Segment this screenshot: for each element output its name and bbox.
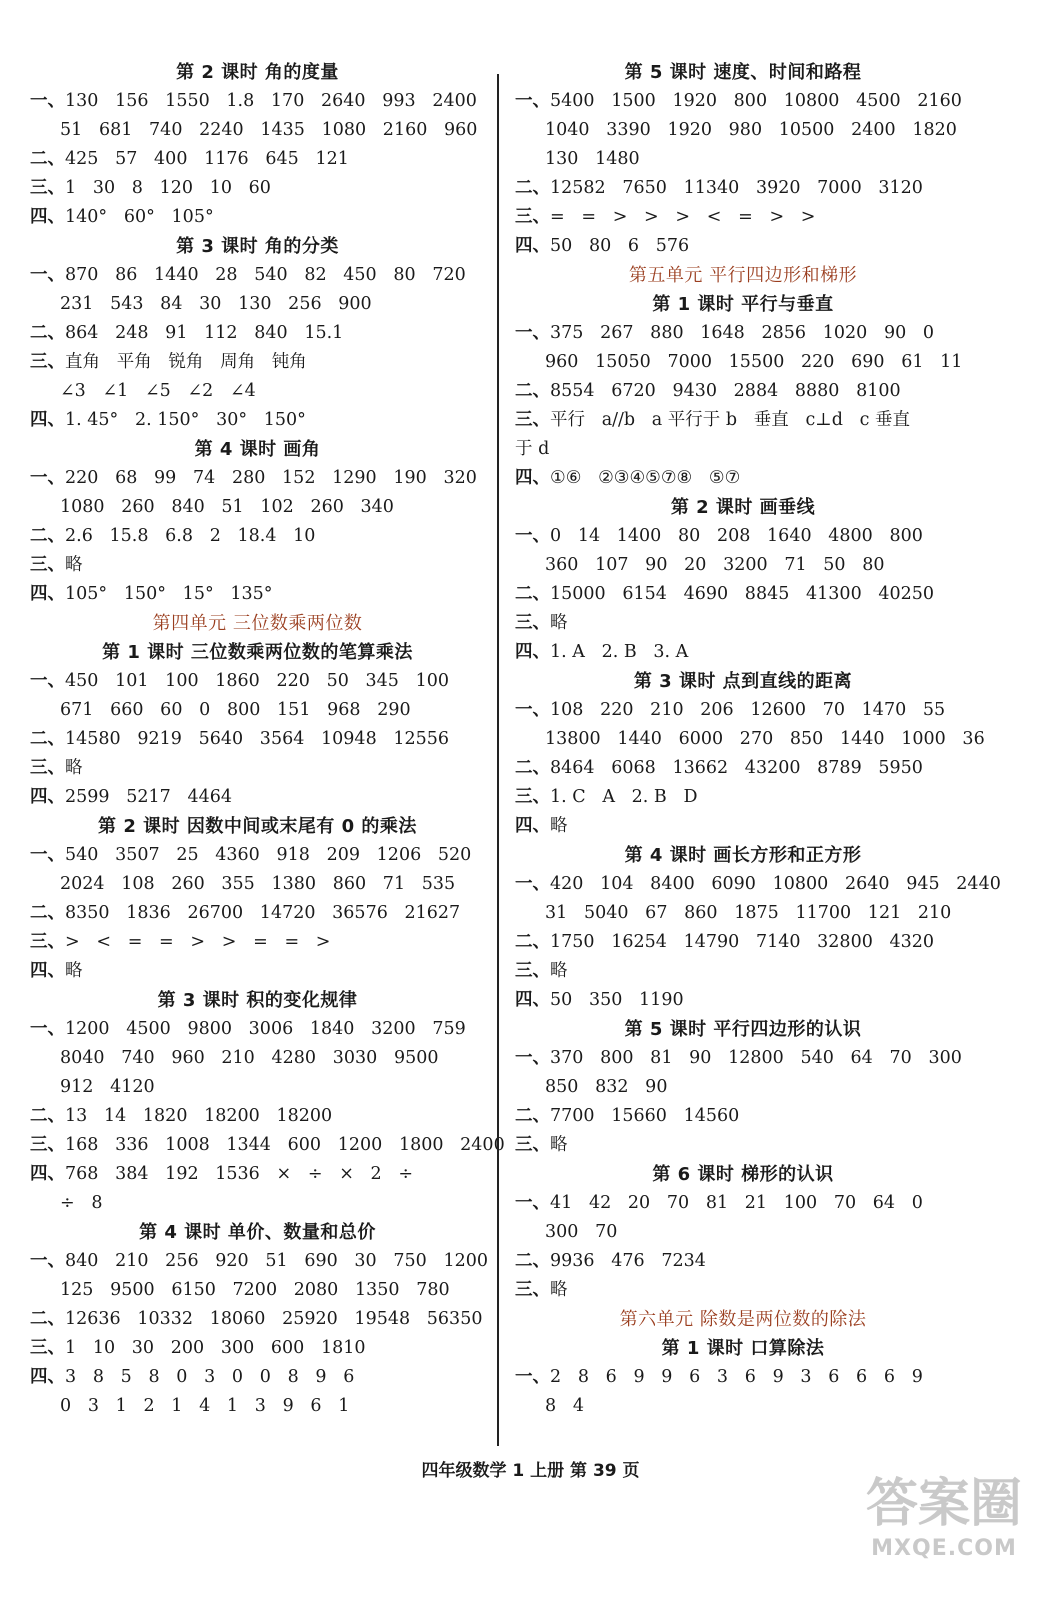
answer-line xyxy=(30,377,485,406)
answer-line xyxy=(515,696,971,725)
answer-text: ÷ 8 xyxy=(60,1193,103,1213)
question-number: 二、 xyxy=(30,149,65,169)
answer-text: 300 70 xyxy=(545,1222,618,1242)
question-number: 二、 xyxy=(515,178,550,198)
answer-line xyxy=(515,1102,971,1131)
answer-text: 12582 7650 11340 3920 7000 3120 xyxy=(550,178,923,198)
answer-line xyxy=(30,290,485,319)
answer-text: ∠3 ∠1 ∠5 ∠2 ∠4 xyxy=(60,381,256,401)
answer-text: 130 156 1550 1.8 170 2640 993 2400 xyxy=(65,91,477,111)
lesson-heading: 第 5 课时 平行四边形的认识 xyxy=(624,1019,862,1040)
answer-line xyxy=(30,1247,488,1276)
answer-text: 直角 平角 锐角 周角 钝角 xyxy=(65,352,307,372)
answer-line xyxy=(515,1131,971,1160)
question-number: 一、 xyxy=(515,1367,550,1387)
question-number: 三、 xyxy=(515,961,550,981)
answer-text: 8464 6068 13662 43200 8789 5950 xyxy=(550,758,923,778)
answer-line xyxy=(30,1392,485,1421)
lesson-heading: 第 4 课时 画角 xyxy=(194,439,321,460)
answer-line xyxy=(30,841,485,870)
answer-text: 2 8 6 9 9 6 3 6 9 3 6 6 6 9 xyxy=(550,1367,923,1387)
answer-text: 130 1480 xyxy=(545,149,640,169)
answer-text: 8554 6720 9430 2884 8880 8100 xyxy=(550,381,901,401)
answer-line xyxy=(515,435,971,464)
answer-line xyxy=(30,725,485,754)
answer-text: 略 xyxy=(550,816,568,836)
question-number: 三、 xyxy=(30,932,65,952)
question-number: 四、 xyxy=(30,207,65,227)
question-number: 三、 xyxy=(515,207,550,227)
answer-line xyxy=(515,609,971,638)
question-number: 一、 xyxy=(30,265,65,285)
question-number: 四、 xyxy=(515,642,550,662)
answer-text: 912 4120 xyxy=(60,1077,155,1097)
answer-text: 450 101 100 1860 220 50 345 100 xyxy=(65,671,450,691)
answer-line xyxy=(30,348,485,377)
lesson-heading: 第 1 课时 三位数乘两位数的笔算乘法 xyxy=(102,642,413,663)
answer-line xyxy=(30,1102,485,1131)
watermark-logo: 答案圈 xyxy=(865,1474,1022,1534)
lesson-heading: 第 4 课时 单价、数量和总价 xyxy=(139,1222,376,1243)
answer-text: 13 14 1820 18200 18200 xyxy=(65,1106,333,1126)
answer-line xyxy=(30,1073,485,1102)
answer-line xyxy=(515,1276,971,1305)
answer-text: 140° 60° 105° xyxy=(65,207,214,227)
answer-line xyxy=(515,812,971,841)
question-number: 四、 xyxy=(30,787,65,807)
question-number: 三、 xyxy=(515,613,550,633)
answer-line xyxy=(30,116,485,145)
answer-text: 50 350 1190 xyxy=(550,990,684,1010)
answer-text: 1 30 8 120 10 60 xyxy=(65,178,271,198)
answer-text: = = > > > < = > > xyxy=(550,207,816,227)
answer-text: 于 d xyxy=(515,439,550,459)
answer-line xyxy=(515,580,971,609)
answer-line xyxy=(515,1392,971,1421)
answer-line xyxy=(515,145,971,174)
answer-text: 850 832 90 xyxy=(545,1077,668,1097)
answer-line xyxy=(515,1073,971,1102)
answer-line xyxy=(30,551,485,580)
answer-line xyxy=(30,1044,485,1073)
lesson-heading: 第 4 课时 画长方形和正方形 xyxy=(624,845,862,866)
answer-text: 略 xyxy=(65,758,83,778)
answer-line xyxy=(515,203,971,232)
question-number: 四、 xyxy=(30,584,65,604)
question-number: 二、 xyxy=(515,584,550,604)
answer-text: 1200 4500 9800 3006 1840 3200 759 xyxy=(65,1019,466,1039)
answer-text: 0 14 1400 80 208 1640 4800 800 xyxy=(550,526,923,546)
answer-text: 略 xyxy=(550,613,568,633)
question-number: 一、 xyxy=(30,91,65,111)
question-number: 三、 xyxy=(30,1338,65,1358)
answer-text: 360 107 90 20 3200 71 50 80 xyxy=(545,555,885,575)
question-number: 二、 xyxy=(515,1251,550,1271)
answer-text: 870 86 1440 28 540 82 450 80 720 xyxy=(65,265,466,285)
lesson-heading: 第 5 课时 速度、时间和路程 xyxy=(624,62,862,83)
answer-text: 671 660 60 0 800 151 968 290 xyxy=(60,700,411,720)
question-number: 二、 xyxy=(515,1106,550,1126)
answer-line xyxy=(30,319,485,348)
answer-line xyxy=(30,957,485,986)
question-number: 二、 xyxy=(30,526,65,546)
answer-text: 540 3507 25 4360 918 209 1206 520 xyxy=(65,845,472,865)
answer-text: 1080 260 840 51 102 260 340 xyxy=(60,497,394,517)
answer-text: 1. C A 2. B D xyxy=(550,787,698,807)
answer-line xyxy=(515,522,971,551)
answer-text: 1. A 2. B 3. A xyxy=(550,642,689,662)
question-number: 四、 xyxy=(515,236,550,256)
answer-line xyxy=(515,87,971,116)
question-number: 一、 xyxy=(515,323,550,343)
answer-line xyxy=(515,319,971,348)
lesson-heading: 第 3 课时 积的变化规律 xyxy=(157,990,358,1011)
lesson-heading: 第 2 课时 因数中间或末尾有 0 的乘法 xyxy=(98,816,417,837)
answer-text: 1750 16254 14790 7140 32800 4320 xyxy=(550,932,935,952)
answer-text: 768 384 192 1536 × ÷ × 2 ÷ xyxy=(65,1164,414,1184)
answer-text: 0 3 1 2 1 4 1 3 9 6 1 xyxy=(60,1396,350,1416)
lesson-heading: 第 1 课时 平行与垂直 xyxy=(652,294,834,315)
answer-text: 31 5040 67 860 1875 11700 121 210 xyxy=(545,903,952,923)
answer-line xyxy=(30,1015,485,1044)
question-number: 一、 xyxy=(515,700,550,720)
question-number: 三、 xyxy=(515,1135,550,1155)
answer-text: 略 xyxy=(550,1280,568,1300)
answer-line xyxy=(515,870,1001,899)
answer-line xyxy=(515,377,971,406)
question-number: 三、 xyxy=(30,758,65,778)
question-number: 三、 xyxy=(30,178,65,198)
answer-line xyxy=(515,1044,971,1073)
answer-line xyxy=(515,899,971,928)
answer-line xyxy=(30,261,485,290)
answer-text: 12636 10332 18060 25920 19548 56350 xyxy=(65,1309,483,1329)
answer-line xyxy=(515,174,971,203)
answer-text: 略 xyxy=(65,961,83,981)
answer-line xyxy=(30,406,485,435)
question-number: 一、 xyxy=(30,1019,65,1039)
answer-text: 1. 45° 2. 150° 30° 150° xyxy=(65,410,306,430)
answer-line xyxy=(515,725,985,754)
question-number: 四、 xyxy=(515,990,550,1010)
question-number: 一、 xyxy=(30,1251,65,1271)
answer-text: 864 248 91 112 840 15.1 xyxy=(65,323,344,343)
question-number: 二、 xyxy=(30,323,65,343)
answer-text: 105° 150° 15° 135° xyxy=(65,584,273,604)
answer-text: 略 xyxy=(550,961,568,981)
question-number: 二、 xyxy=(30,729,65,749)
lesson-heading: 第 3 课时 点到直线的距离 xyxy=(633,671,853,692)
question-number: 四、 xyxy=(30,1367,65,1387)
answer-line xyxy=(30,464,485,493)
lesson-heading: 第 2 课时 角的度量 xyxy=(176,62,339,83)
lesson-heading: 第 1 课时 口算除法 xyxy=(661,1338,825,1359)
answer-text: 125 9500 6150 7200 2080 1350 780 xyxy=(60,1280,450,1300)
unit-heading: 第五单元 平行四边形和梯形 xyxy=(628,265,858,286)
watermark xyxy=(849,1472,1039,1592)
answer-line xyxy=(515,1363,971,1392)
answer-line xyxy=(515,1247,971,1276)
answer-line xyxy=(30,1276,485,1305)
question-number: 一、 xyxy=(515,91,550,111)
answer-line xyxy=(515,116,971,145)
answer-text: 50 80 6 576 xyxy=(550,236,690,256)
answer-line xyxy=(30,667,485,696)
question-number: 一、 xyxy=(30,671,65,691)
answer-line xyxy=(30,580,485,609)
question-number: 三、 xyxy=(30,555,65,575)
answer-text: 51 681 740 2240 1435 1080 2160 960 xyxy=(60,120,478,140)
answer-line xyxy=(30,493,485,522)
answer-line xyxy=(30,203,485,232)
answer-text: 8040 740 960 210 4280 3030 9500 xyxy=(60,1048,439,1068)
answer-line xyxy=(30,1334,485,1363)
answer-text: 3 8 5 8 0 3 0 0 8 9 6 xyxy=(65,1367,355,1387)
answer-text: 2024 108 260 355 1380 860 71 535 xyxy=(60,874,456,894)
question-number: 三、 xyxy=(515,1280,550,1300)
answer-text: 15000 6154 4690 8845 41300 40250 xyxy=(550,584,935,604)
answer-line xyxy=(30,899,485,928)
answer-text: 13800 1440 6000 270 850 1440 1000 36 xyxy=(545,729,985,749)
answer-line xyxy=(515,638,971,667)
answer-text: 8350 1836 26700 14720 36576 21627 xyxy=(65,903,461,923)
answer-line xyxy=(30,928,485,957)
answer-text: 5400 1500 1920 800 10800 4500 2160 xyxy=(550,91,962,111)
answer-line xyxy=(30,783,485,812)
question-number: 四、 xyxy=(30,961,65,981)
right-column xyxy=(515,58,1001,1421)
watermark-url: MXQE.COM xyxy=(871,1536,1017,1561)
answer-line xyxy=(30,87,485,116)
answer-text: 960 15050 7000 15500 220 690 61 11 xyxy=(545,352,963,372)
answer-line xyxy=(515,406,971,435)
answer-text: 9936 476 7234 xyxy=(550,1251,706,1271)
answer-line xyxy=(515,783,971,812)
lesson-heading: 第 2 课时 画垂线 xyxy=(670,497,816,518)
answer-line xyxy=(515,232,971,261)
unit-heading: 第四单元 三位数乘两位数 xyxy=(152,613,363,634)
page-footer: 四年级数学 1 上册 第 39 页 xyxy=(421,1461,640,1481)
answer-line xyxy=(30,145,485,174)
answer-text: 220 68 99 74 280 152 1290 190 320 xyxy=(65,468,477,488)
question-number: 三、 xyxy=(30,1135,65,1155)
answer-text: 425 57 400 1176 645 121 xyxy=(65,149,349,169)
answer-line xyxy=(30,174,485,203)
question-number: 一、 xyxy=(30,468,65,488)
question-number: 二、 xyxy=(515,758,550,778)
left-column xyxy=(30,58,505,1421)
question-number: 三、 xyxy=(515,410,550,430)
lesson-heading: 第 3 课时 角的分类 xyxy=(176,236,339,257)
question-number: 二、 xyxy=(30,1106,65,1126)
question-number: 三、 xyxy=(30,352,65,372)
answer-line xyxy=(30,754,485,783)
question-number: 二、 xyxy=(30,903,65,923)
answer-text: 略 xyxy=(65,555,83,575)
answer-text: ①⑥ ②③④⑤⑦⑧ ⑤⑦ xyxy=(550,468,741,488)
answer-line xyxy=(30,696,485,725)
answer-text: > < = = > > = = > xyxy=(65,932,331,952)
answer-text: 840 210 256 920 51 690 30 750 1200 xyxy=(65,1251,488,1271)
question-number: 四、 xyxy=(30,410,65,430)
question-number: 一、 xyxy=(515,1193,550,1213)
answer-text: 370 800 81 90 12800 540 64 70 300 xyxy=(550,1048,962,1068)
answer-line xyxy=(30,870,485,899)
question-number: 四、 xyxy=(515,816,550,836)
question-number: 一、 xyxy=(515,1048,550,1068)
unit-heading: 第六单元 除数是两位数的除法 xyxy=(619,1309,867,1330)
question-number: 一、 xyxy=(515,526,550,546)
answer-line xyxy=(515,1189,971,1218)
question-number: 二、 xyxy=(515,932,550,952)
question-number: 二、 xyxy=(30,1309,65,1329)
answer-text: 1040 3390 1920 980 10500 2400 1820 xyxy=(545,120,957,140)
answer-text: 375 267 880 1648 2856 1020 90 0 xyxy=(550,323,935,343)
answer-text: 2599 5217 4464 xyxy=(65,787,232,807)
answer-text: 420 104 8400 6090 10800 2640 945 2440 xyxy=(550,874,1001,894)
answer-line xyxy=(515,986,971,1015)
answer-text: 41 42 20 70 81 21 100 70 64 0 xyxy=(550,1193,923,1213)
answer-line xyxy=(30,522,485,551)
answer-text: 14580 9219 5640 3564 10948 12556 xyxy=(65,729,450,749)
answer-line xyxy=(515,754,971,783)
answer-line xyxy=(515,957,971,986)
question-number: 三、 xyxy=(515,787,550,807)
lesson-heading: 第 6 课时 梯形的认识 xyxy=(652,1164,834,1185)
answer-text: 7700 15660 14560 xyxy=(550,1106,740,1126)
answer-line xyxy=(30,1305,485,1334)
column-divider xyxy=(497,74,499,1446)
answer-text: 平行 a//b a 平行于 b 垂直 c⊥d c 垂直 xyxy=(550,410,910,430)
answer-text: 1 10 30 200 300 600 1810 xyxy=(65,1338,366,1358)
answer-text: 2.6 15.8 6.8 2 18.4 10 xyxy=(65,526,316,546)
answer-text: 108 220 210 206 12600 70 1470 55 xyxy=(550,700,946,720)
answer-line xyxy=(515,928,971,957)
answer-text: 231 543 84 30 130 256 900 xyxy=(60,294,372,314)
answer-line xyxy=(30,1131,505,1160)
question-number: 二、 xyxy=(515,381,550,401)
question-number: 四、 xyxy=(515,468,550,488)
answer-line xyxy=(30,1363,485,1392)
question-number: 四、 xyxy=(30,1164,65,1184)
answer-line xyxy=(515,1218,971,1247)
answer-line xyxy=(515,551,971,580)
answer-line xyxy=(30,1160,485,1189)
answer-line xyxy=(30,1189,485,1218)
answer-line xyxy=(515,348,971,377)
answer-line xyxy=(515,464,971,493)
answer-text: 略 xyxy=(550,1135,568,1155)
answer-text: 8 4 xyxy=(545,1396,584,1416)
question-number: 一、 xyxy=(515,874,550,894)
question-number: 一、 xyxy=(30,845,65,865)
answer-text: 168 336 1008 1344 600 1200 1800 2400 xyxy=(65,1135,505,1155)
